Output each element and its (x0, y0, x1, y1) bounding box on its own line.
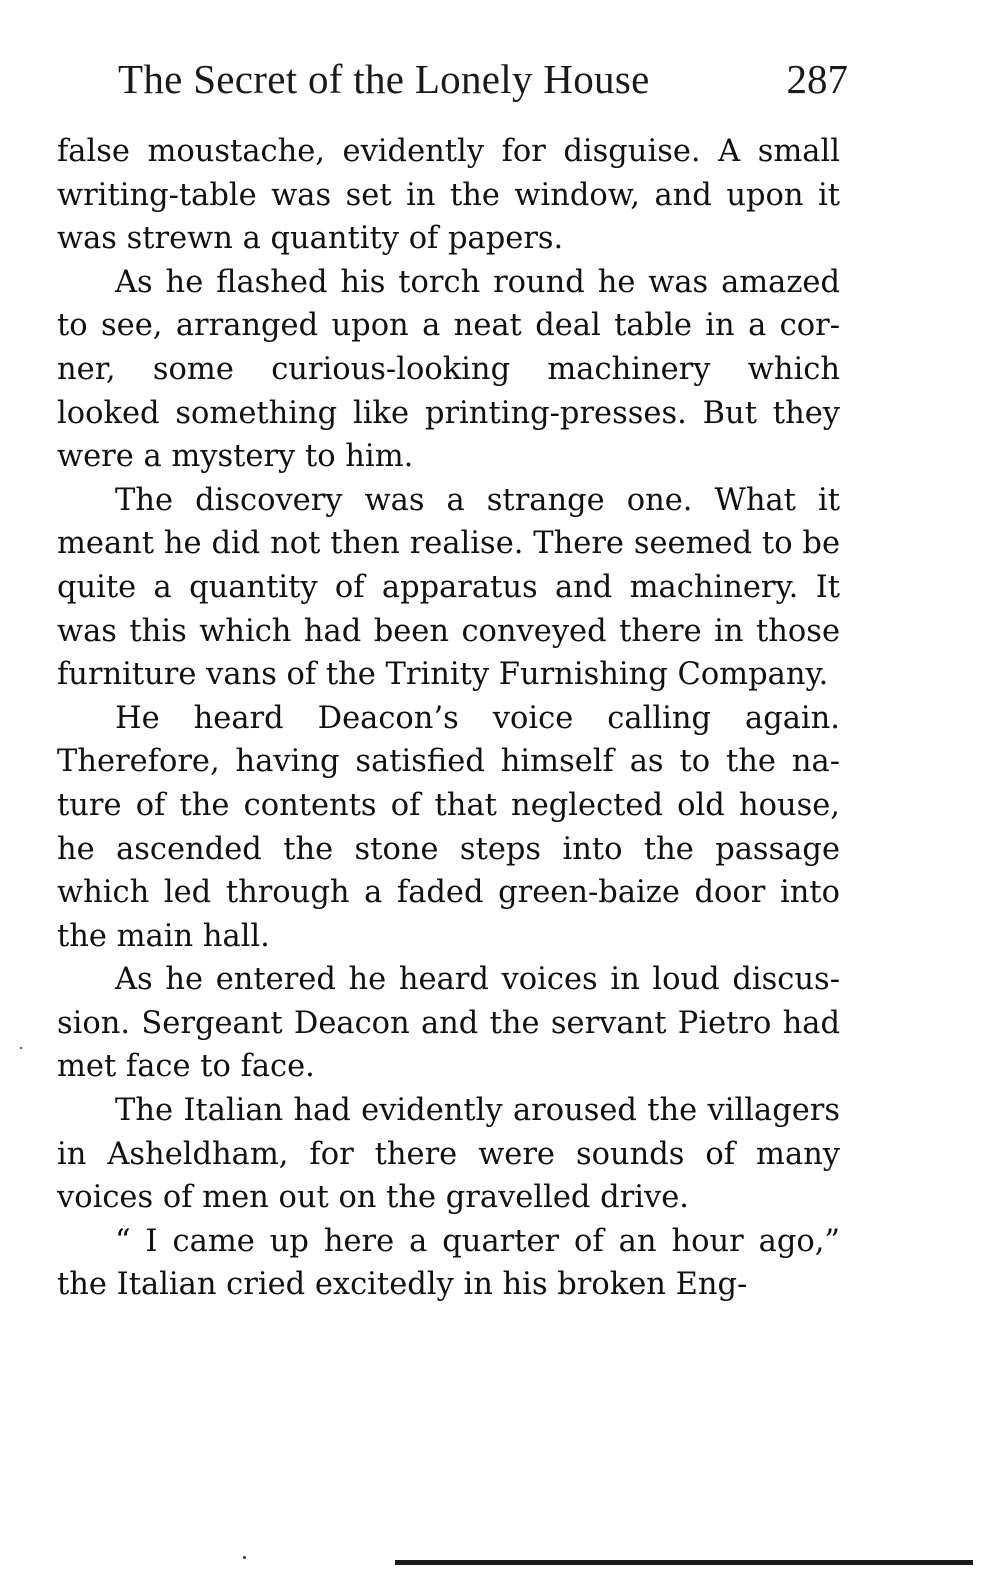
page-number: 287 (786, 56, 848, 102)
body-text (57, 130, 840, 1307)
scan-speck (20, 1047, 22, 1049)
paragraph: As he flashed his torch round he was amazed to see, arranged upon a neat deal table in a corner, some curious-looking machinery which looked something like printing-presses. But they were a mystery to him. (57, 264, 840, 475)
paragraph: “ I came up here a quarter of an hour ago,” the Italian cried excitedly in his broken Eng- (57, 1223, 840, 1303)
paragraph: The discovery was a strange one. What it meant he did not then realise. There seemed to be quite a quantity of apparatus and machinery. It was this which had been conveyed there in those furniture vans of the Trinity Furnishing Company. (57, 482, 840, 693)
paragraph: The Italian had evidently aroused the villagers in Asheldham, for there were sounds of many voices of men out on the gravelled drive. (57, 1093, 840, 1216)
paragraph: false moustache, evidently for disguise. A small writing-table was set in the window, and upon it was strewn a quantity of papers. (57, 134, 840, 257)
paragraph: He heard Deacon’s voice calling again. Therefore, having satisfied himself as to the nature of the contents of that neglected old house, he ascended the stone steps into the passage which led through a faded green-baize door into the main hall. (57, 700, 840, 954)
scan-edge-rule (395, 1560, 973, 1565)
running-head-title: The Secret of the Lonely House (118, 56, 650, 102)
paragraph: As he entered he heard voices in loud discussion. Sergeant Deacon and the servant Pietro had met face to face. (57, 962, 840, 1085)
running-head (118, 55, 848, 111)
scan-speck (243, 1556, 246, 1559)
